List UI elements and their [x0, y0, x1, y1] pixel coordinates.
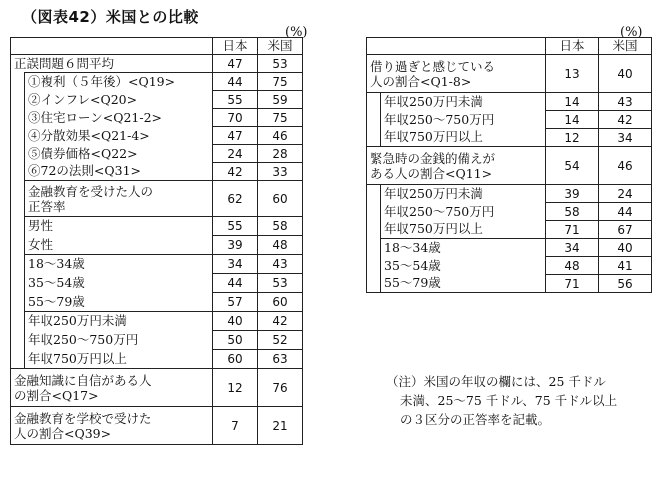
right-comparison-table — [366, 37, 652, 293]
table-row — [367, 93, 652, 111]
japan-value: 47 — [213, 127, 258, 145]
figure-title: （図表42）米国との比較 — [22, 8, 199, 26]
row-label: ⑤債券価格<Q22> — [25, 145, 213, 163]
japan-value: 14 — [546, 111, 599, 129]
japan-value: 24 — [213, 145, 258, 163]
table-row — [11, 145, 303, 163]
row-label: ④分散効果<Q21-4> — [25, 127, 213, 145]
japan-value: 71 — [546, 221, 599, 239]
table-row — [11, 217, 303, 236]
footnote-line3: の３区分の正答率を記載。 — [400, 412, 551, 427]
row-label-line2: 人の割合<Q39> — [14, 425, 112, 441]
row-label: 正誤問題６問平均 — [11, 55, 213, 73]
us-value: 76 — [258, 369, 303, 407]
table-row — [11, 73, 303, 91]
row-label: 年収250～750万円 — [381, 111, 546, 129]
us-value: 43 — [258, 255, 303, 274]
table-row — [11, 163, 303, 181]
left-header-row — [11, 38, 303, 55]
us-value: 42 — [599, 111, 652, 129]
row-label: 18～34歳 — [25, 255, 213, 274]
table-row — [11, 331, 303, 350]
japan-value: 44 — [213, 73, 258, 91]
table-row — [367, 239, 652, 257]
us-value: 28 — [258, 145, 303, 163]
table-row — [367, 185, 652, 203]
row-label: 年収250万円未満 — [381, 93, 546, 111]
table-row — [11, 236, 303, 255]
table-row — [367, 147, 652, 185]
table-row — [367, 257, 652, 275]
japan-value: 48 — [546, 257, 599, 275]
us-value: 75 — [258, 73, 303, 91]
table-row — [11, 274, 303, 293]
table-row — [11, 255, 303, 274]
japan-value: 39 — [213, 236, 258, 255]
right-unit-label: (%) — [620, 25, 643, 40]
row-label: 年収750万円以上 — [381, 129, 546, 147]
footnote-line2: 未満、25～75 千ドル、75 千ドル以上 — [400, 393, 618, 408]
left-header-blank — [11, 38, 213, 55]
table-row — [11, 55, 303, 73]
table-row — [367, 275, 652, 293]
us-value: 48 — [258, 236, 303, 255]
right-header-row — [367, 38, 652, 55]
table-row — [367, 221, 652, 239]
us-value: 60 — [258, 181, 303, 217]
japan-value: 58 — [546, 203, 599, 221]
table-row — [11, 109, 303, 127]
us-value: 41 — [599, 257, 652, 275]
table-row — [11, 369, 303, 407]
japan-value: 39 — [546, 185, 599, 203]
row-label: 年収750万円以上 — [381, 221, 546, 239]
row-label: 年収250万円未満 — [381, 185, 546, 203]
us-value: 40 — [599, 55, 652, 93]
row-label: 男性 — [25, 217, 213, 236]
us-value: 44 — [599, 203, 652, 221]
us-value: 24 — [599, 185, 652, 203]
row-label: 35～54歳 — [25, 274, 213, 293]
left-header-japan: 日本 — [213, 38, 258, 55]
row-label — [367, 55, 546, 93]
row-label-line2: 人の割合<Q1-8> — [370, 73, 472, 89]
row-label: 年収750万円以上 — [25, 350, 213, 369]
japan-value: 14 — [546, 93, 599, 111]
japan-value: 34 — [546, 239, 599, 257]
row-label: ①複利（５年後）<Q19> — [25, 73, 213, 91]
row-label: 55～79歳 — [25, 293, 213, 312]
japan-value: 62 — [213, 181, 258, 217]
left-comparison-table — [10, 37, 303, 445]
table-row — [367, 55, 652, 93]
row-label: 35～54歳 — [381, 257, 546, 275]
right-header-blank — [367, 38, 546, 55]
row-label-line2: 正答率 — [28, 198, 66, 214]
us-value: 33 — [258, 163, 303, 181]
us-value: 56 — [599, 275, 652, 293]
japan-value: 42 — [213, 163, 258, 181]
japan-value: 57 — [213, 293, 258, 312]
table-row — [367, 111, 652, 129]
japan-value: 7 — [213, 407, 258, 445]
footnote-line1: （注）米国の年収の欄には、25 千ドル — [386, 374, 606, 389]
japan-value: 71 — [546, 275, 599, 293]
japan-value: 60 — [213, 350, 258, 369]
row-label: ②インフレ<Q20> — [25, 91, 213, 109]
us-value: 21 — [258, 407, 303, 445]
left-header-us: 米国 — [258, 38, 303, 55]
row-label — [11, 407, 213, 445]
us-value: 75 — [258, 109, 303, 127]
table-row — [11, 350, 303, 369]
us-value: 59 — [258, 91, 303, 109]
table-row — [11, 181, 303, 217]
row-label: 年収250万円未満 — [25, 312, 213, 331]
table-row — [11, 127, 303, 145]
japan-value: 47 — [213, 55, 258, 73]
row-label: 年収250～750万円 — [381, 203, 546, 221]
table-row — [367, 203, 652, 221]
table-row — [11, 91, 303, 109]
row-label-line1: 金融教育を受けた人の — [28, 183, 154, 199]
japan-value: 55 — [213, 91, 258, 109]
japan-value: 12 — [546, 129, 599, 147]
us-value: 60 — [258, 293, 303, 312]
row-label-line1: 金融知識に自信がある人 — [14, 372, 152, 388]
us-value: 46 — [599, 147, 652, 185]
table-row — [11, 312, 303, 331]
us-value: 63 — [258, 350, 303, 369]
footnote — [386, 372, 651, 429]
us-value: 52 — [258, 331, 303, 350]
row-label: 18～34歳 — [381, 239, 546, 257]
japan-value: 12 — [213, 369, 258, 407]
japan-value: 70 — [213, 109, 258, 127]
table-row — [11, 407, 303, 445]
us-value: 42 — [258, 312, 303, 331]
row-label-line1: 借り過ぎと感じている — [370, 58, 496, 74]
us-value: 67 — [599, 221, 652, 239]
row-label-line2: ある人の割合<Q11> — [370, 165, 493, 181]
row-label — [367, 147, 546, 185]
us-value: 40 — [599, 239, 652, 257]
japan-value: 13 — [546, 55, 599, 93]
row-label: 女性 — [25, 236, 213, 255]
japan-value: 55 — [213, 217, 258, 236]
row-label: 55～79歳 — [381, 275, 546, 293]
row-label-line1: 金融教育を学校で受けた — [14, 410, 152, 426]
row-label: 年収250～750万円 — [25, 331, 213, 350]
right-header-japan: 日本 — [546, 38, 599, 55]
japan-value: 50 — [213, 331, 258, 350]
japan-value: 40 — [213, 312, 258, 331]
us-value: 46 — [258, 127, 303, 145]
row-label — [25, 181, 213, 217]
right-header-us: 米国 — [599, 38, 652, 55]
row-label-line2: の割合<Q17> — [14, 387, 99, 403]
left-unit-label: (%) — [285, 25, 308, 40]
us-value: 43 — [599, 93, 652, 111]
japan-value: 34 — [213, 255, 258, 274]
table-row — [11, 293, 303, 312]
us-value: 53 — [258, 55, 303, 73]
japan-value: 44 — [213, 274, 258, 293]
row-label: ⑥72の法則<Q31> — [25, 163, 213, 181]
us-value: 34 — [599, 129, 652, 147]
row-label-line1: 緊急時の金銭的備えが — [370, 150, 496, 166]
row-label: ③住宅ローン<Q21-2> — [25, 109, 213, 127]
us-value: 58 — [258, 217, 303, 236]
row-label — [11, 369, 213, 407]
us-value: 53 — [258, 274, 303, 293]
table-row — [367, 129, 652, 147]
japan-value: 54 — [546, 147, 599, 185]
